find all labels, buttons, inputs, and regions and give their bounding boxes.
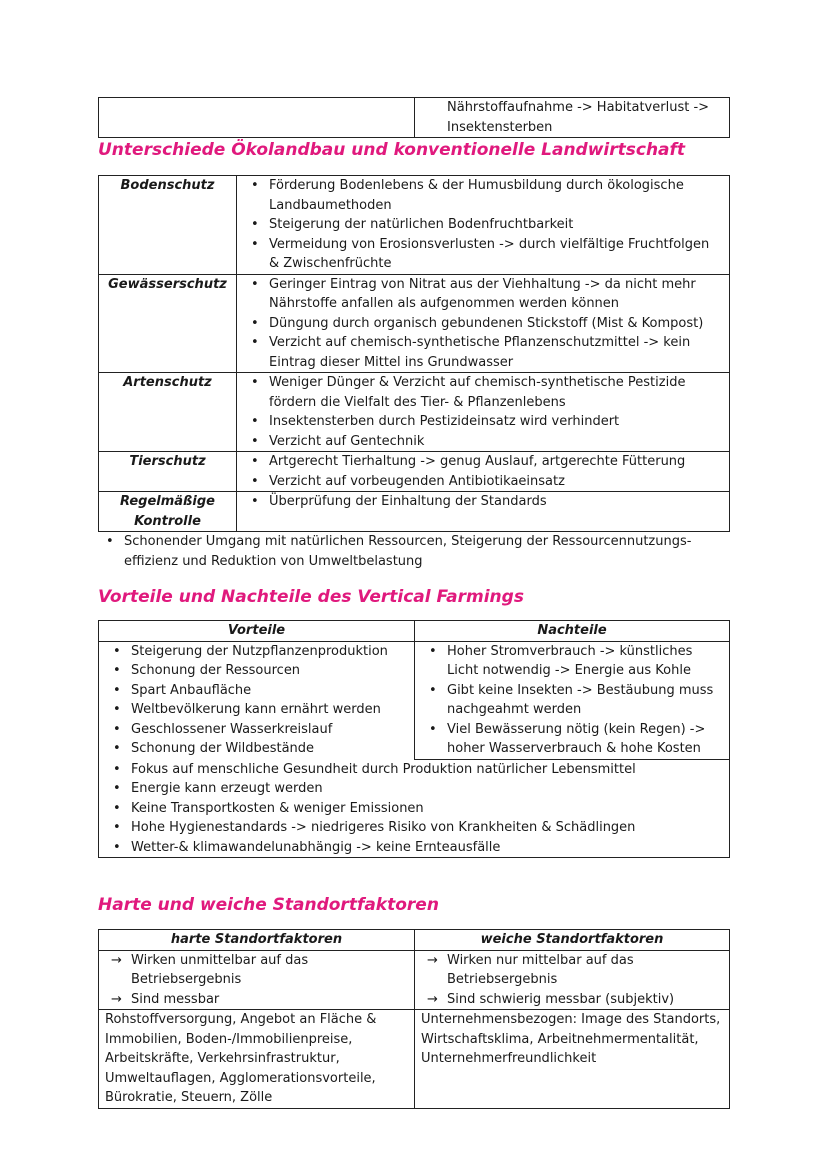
- bullet-list: [243, 275, 723, 373]
- row-label-tierschutz: Tierschutz: [99, 452, 237, 492]
- top-continuation-table: [98, 97, 730, 138]
- table-row: [99, 373, 730, 452]
- table-row: [99, 950, 730, 1010]
- list-item: • Düngung durch organisch gebundenen Stickstoff (Mist & Kompost): [269, 314, 723, 334]
- bullet-list: [421, 642, 723, 759]
- list-item: • Steigerung der natürlichen Bodenfruchtbarkeit: [269, 215, 723, 235]
- list-item-text: Wirken unmittelbar auf das Betriebsergebnis: [131, 952, 309, 987]
- table-row: [99, 759, 730, 858]
- table-header-row: [99, 621, 730, 642]
- arrow-list: [421, 951, 723, 1010]
- list-item: • Weltbevölkerung kann ernährt werden: [131, 700, 408, 720]
- column-header-harte: harte Standortfaktoren: [99, 930, 415, 951]
- bullet-list: [105, 760, 723, 858]
- row-label-kontrolle: Regelmäßige Kontrolle: [99, 492, 237, 532]
- standortfaktoren-table: [98, 929, 730, 1109]
- list-item: • Hohe Hygienestandards -> niedrigeres Risiko von Krankheiten & Schädlingen: [131, 818, 723, 838]
- bullet-list: [243, 373, 723, 451]
- list-item: [111, 951, 408, 990]
- arrow-right-icon: →: [111, 952, 122, 968]
- row-content: [237, 373, 730, 452]
- bullet-list: [105, 642, 408, 759]
- list-item: • Wetter-& klimawandelunabhängig -> keine Ernteausfälle: [131, 838, 723, 858]
- table-header-row: [99, 930, 730, 951]
- bullet-list: [243, 492, 723, 512]
- column-header-vorteile: Vorteile: [99, 621, 415, 642]
- section1-heading: Unterschiede Ökolandbau und konventionelle Landwirtschaft: [98, 140, 686, 160]
- row-label-gewaesserschutz: Gewässerschutz: [99, 274, 237, 373]
- section1-note: • Schonender Umgang mit natürlichen Ressourcen, Steigerung der Ressourcennutzungs-effizienz und Reduktion von Umweltbelastung: [124, 532, 730, 571]
- list-item: [427, 990, 723, 1010]
- column-header-nachteile: Nachteile: [415, 621, 730, 642]
- list-item-text: Sind schwierig messbar (subjektiv): [447, 991, 675, 1007]
- list-item: [111, 990, 408, 1010]
- table-row: [99, 452, 730, 492]
- top-table-right-cell: Nährstoffaufnahme -> Habitatverlust -> Insektensterben: [415, 98, 730, 138]
- list-item: • Geschlossener Wasserkreislauf: [131, 720, 408, 740]
- list-item: • Verzicht auf chemisch-synthetische Pflanzenschutzmittel -> kein Eintrag dieser Mittel ins Grundwasser: [269, 333, 723, 372]
- oekolandbau-table: [98, 175, 730, 532]
- list-item: • Steigerung der Nutzpflanzenproduktion: [131, 642, 408, 662]
- top-table-left-cell: [99, 98, 415, 138]
- bullet-list: [243, 452, 723, 491]
- nachteile-cell: [415, 641, 730, 759]
- list-item-text: Sind messbar: [131, 991, 220, 1007]
- list-item: • Schonung der Ressourcen: [131, 661, 408, 681]
- column-header-weiche: weiche Standortfaktoren: [415, 930, 730, 951]
- list-item: • Spart Anbaufläche: [131, 681, 408, 701]
- soft-examples-cell: Unternehmensbezogen: Image des Standorts, Wirtschaftsklima, Arbeitnehmermentalität, Unternehmerfreundlichkeit: [415, 1010, 730, 1109]
- table-row: [99, 274, 730, 373]
- list-item: • Verzicht auf Gentechnik: [269, 432, 723, 452]
- vertical-farming-table: [98, 620, 730, 858]
- row-content: [237, 176, 730, 275]
- section1-note-list: [98, 532, 730, 571]
- list-item: • Förderung Bodenlebens & der Humusbildung durch ökologische Landbaumethoden: [269, 176, 723, 215]
- row-label-bodenschutz: Bodenschutz: [99, 176, 237, 275]
- list-item: • Insektensterben durch Pestizideinsatz wird verhindert: [269, 412, 723, 432]
- row-content: [237, 274, 730, 373]
- hard-points-cell: [99, 950, 415, 1010]
- list-item: • Schonung der Wildbestände: [131, 739, 408, 759]
- soft-points-cell: [415, 950, 730, 1010]
- list-item: • Weniger Dünger & Verzicht auf chemisch-synthetische Pestizide fördern die Vielfalt des Tier- & Pflanzenlebens: [269, 373, 723, 412]
- section3-heading: Harte und weiche Standortfaktoren: [98, 895, 439, 915]
- row-content: [237, 492, 730, 532]
- vorteile-continued-cell: [99, 759, 730, 858]
- arrow-right-icon: →: [111, 991, 122, 1007]
- table-row: [99, 492, 730, 532]
- list-item: [427, 951, 723, 990]
- list-item: • Viel Bewässerung nötig (kein Regen) -> hoher Wasserverbrauch & hohe Kosten: [447, 720, 723, 759]
- row-content: [237, 452, 730, 492]
- document-page: [98, 97, 730, 1109]
- table-row: [99, 641, 730, 759]
- list-item: • Verzicht auf vorbeugenden Antibiotikaeinsatz: [269, 472, 723, 492]
- list-item: • Energie kann erzeugt werden: [131, 779, 723, 799]
- list-item: • Gibt keine Insekten -> Bestäubung muss nachgeahmt werden: [447, 681, 723, 720]
- list-item: • Überprüfung der Einhaltung der Standards: [269, 492, 723, 512]
- arrow-list: [105, 951, 408, 1010]
- list-item: • Fokus auf menschliche Gesundheit durch Produktion natürlicher Lebensmittel: [131, 760, 723, 780]
- list-item: • Artgerecht Tierhaltung -> genug Auslauf, artgerechte Fütterung: [269, 452, 723, 472]
- list-item: • Keine Transportkosten & weniger Emissionen: [131, 799, 723, 819]
- bullet-list: [243, 176, 723, 274]
- vorteile-cell: [99, 641, 415, 759]
- list-item: • Vermeidung von Erosionsverlusten -> durch vielfältige Fruchtfolgen & Zwischenfrüchte: [269, 235, 723, 274]
- list-item: • Geringer Eintrag von Nitrat aus der Viehhaltung -> da nicht mehr Nährstoffe anfallen als aufgenommen werden können: [269, 275, 723, 314]
- table-row: [99, 176, 730, 275]
- table-row: [99, 1010, 730, 1109]
- arrow-right-icon: →: [427, 952, 438, 968]
- list-item: • Hoher Stromverbrauch -> künstliches Licht notwendig -> Energie aus Kohle: [447, 642, 723, 681]
- row-label-artenschutz: Artenschutz: [99, 373, 237, 452]
- hard-examples-cell: Rohstoffversorgung, Angebot an Fläche & Immobilien, Boden-/Immobilienpreise, Arbeitskräfte, Verkehrsinfrastruktur, Umweltauflagen, Agglomerationsvorteile, Bürokratie, Steuern, Zölle: [99, 1010, 415, 1109]
- list-item-text: Wirken nur mittelbar auf das Betriebsergebnis: [447, 952, 634, 987]
- arrow-right-icon: →: [427, 991, 438, 1007]
- section2-heading: Vorteile und Nachteile des Vertical Farmings: [98, 587, 524, 607]
